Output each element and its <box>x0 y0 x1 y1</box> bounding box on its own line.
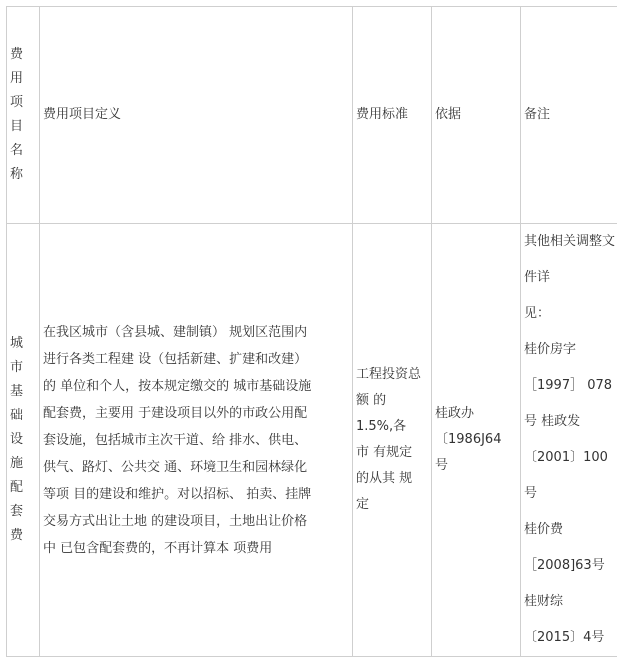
fee-name-char: 础 <box>10 408 24 423</box>
definition-line: 等项 目的建设和维护。对以招标、 拍卖、挂牌 <box>43 486 312 502</box>
header-note: 备注 <box>521 7 617 224</box>
note-line: 桂价费 <box>524 522 564 537</box>
fee-name-char: 设 <box>10 432 24 447</box>
fee-name-char: 市 <box>10 360 24 375</box>
header-fee-name-char: 目 <box>10 119 24 134</box>
cell-basis <box>432 224 521 657</box>
basis-line: 号 <box>435 458 449 473</box>
definition-line: 在我区城市（含县城、建制镇） 规划区范围内 <box>43 324 308 340</box>
definition-line: 中 已包含配套费的，不再计算本 项费用 <box>43 540 273 556</box>
note-line: 号 桂政发 <box>524 414 581 429</box>
cell-definition <box>40 224 353 657</box>
definition-line: 配套费，主要用 于建设项目以外的市政公用配 <box>43 405 308 421</box>
note-line: 〔2001〕100 <box>524 450 608 465</box>
table-row <box>7 224 617 657</box>
header-standard: 费用标准 <box>353 7 432 224</box>
definition-line: 供气、路灯、公共交 通、环境卫生和园林绿化 <box>43 459 308 475</box>
note-line: 桂价房字 <box>524 342 577 357</box>
definition-line: 交易方式出让土地 的建设项目，土地出让价格 <box>43 513 308 529</box>
table-header-row <box>7 7 617 224</box>
header-basis: 依据 <box>432 7 521 224</box>
basis-line: 桂政办 <box>435 406 475 421</box>
header-fee-name <box>7 7 40 224</box>
note-line: 见： <box>524 306 551 321</box>
note-line: ［1997］ 078 <box>524 378 613 393</box>
fee-table <box>6 6 617 657</box>
definition-line: 进行各类工程建 设（包括新建、扩建和改建） <box>43 351 308 367</box>
note-line: ［2008]63号 <box>524 558 605 573</box>
note-line: 其他相关调整文 <box>524 234 616 249</box>
note-line: 〔2015〕4号 <box>524 630 605 645</box>
note-line: 件详 <box>524 270 551 285</box>
definition-line: 的 单位和个人，按本规定缴交的 城市基础设施 <box>43 378 312 394</box>
note-line: 号 <box>524 486 538 501</box>
fee-name-char: 基 <box>10 384 24 399</box>
header-fee-name-char: 称 <box>10 167 24 182</box>
fee-name-char: 施 <box>10 456 24 471</box>
fee-name-char: 套 <box>10 504 24 519</box>
standard-line: 定 <box>356 497 370 512</box>
header-fee-name-char: 用 <box>10 71 24 86</box>
definition-line: 套设施，包括城市主次干道、给 排水、供电、 <box>43 432 308 448</box>
standard-line: 工程投资总 <box>356 367 422 382</box>
basis-line: 〔1986J64 <box>435 432 502 447</box>
header-fee-name-char: 名 <box>10 143 24 158</box>
cell-note <box>521 224 617 657</box>
note-line: 桂财综 <box>524 594 564 609</box>
fee-name-char: 费 <box>10 528 24 543</box>
header-definition: 费用项目定义 <box>40 7 353 224</box>
fee-name-char: 配 <box>10 480 24 495</box>
header-fee-name-char: 项 <box>10 95 24 110</box>
fee-name-char: 城 <box>10 336 24 351</box>
standard-line: 1.5%,各 <box>356 419 407 434</box>
cell-fee-name <box>7 224 40 657</box>
standard-line: 额 的 <box>356 393 387 408</box>
standard-line: 的从其 规 <box>356 471 413 486</box>
standard-line: 市 有规定 <box>356 445 413 460</box>
header-fee-name-char: 费 <box>10 47 24 62</box>
cell-standard <box>353 224 432 657</box>
